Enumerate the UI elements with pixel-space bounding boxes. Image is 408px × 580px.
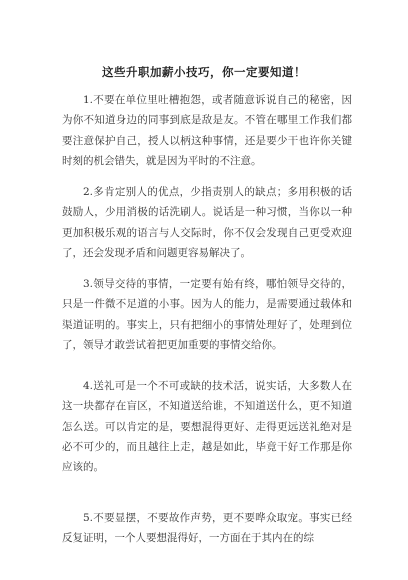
paragraph-2: 2.多肯定别人的优点，少指责别人的缺点；多用积极的话鼓励人，少用消极的话洗刷人。说话是一种习惯，当你以一种更加积极乐观的语言与人交际时，你不仅会发现自己更受欢迎了，还会发现矛盾和问题更容易解决了。 — [62, 186, 352, 259]
paragraph-1: 1.不要在单位里吐槽抱怨，或者随意诉说自己的秘密，因为你不知道身边的同事到底是敌是友。不管在哪里工作我们都要注意保护自己，授人以柄这种事情，还是要少干也许你关键时刻的机会错失，就是因为平时的不注意。 — [62, 94, 352, 167]
document-title: 这些升职加薪小技巧，你一定要知道！ — [102, 65, 306, 79]
paragraph-3: 3.领导交待的事情，一定要有始有终，哪怕领导交待的，只是一件微不足道的小事。因为人的能力，是需要通过载体和渠道证明的。事实上，只有把细小的事情处理好了，处理到位了，领导才敢尝试着把更加重要的事情交给你。 — [62, 278, 352, 351]
paragraph-5: 5.不要显摆，不要故作声势，更不要哗众取宠。事实已经反复证明，一个人要想混得好，一方面在于其内在的综 — [62, 512, 352, 545]
paragraph-4: 4.送礼可是一个不可或缺的技术活，说实话，大多数人在这一块都存在盲区，不知道送给谁，不知道送什么，更不知道怎么送。可以肯定的是，要想混得更好、走得更远送礼绝对是必不可少的，而且越往上走，越是如此，毕竟干好工作那是你应该的。 — [62, 380, 352, 474]
